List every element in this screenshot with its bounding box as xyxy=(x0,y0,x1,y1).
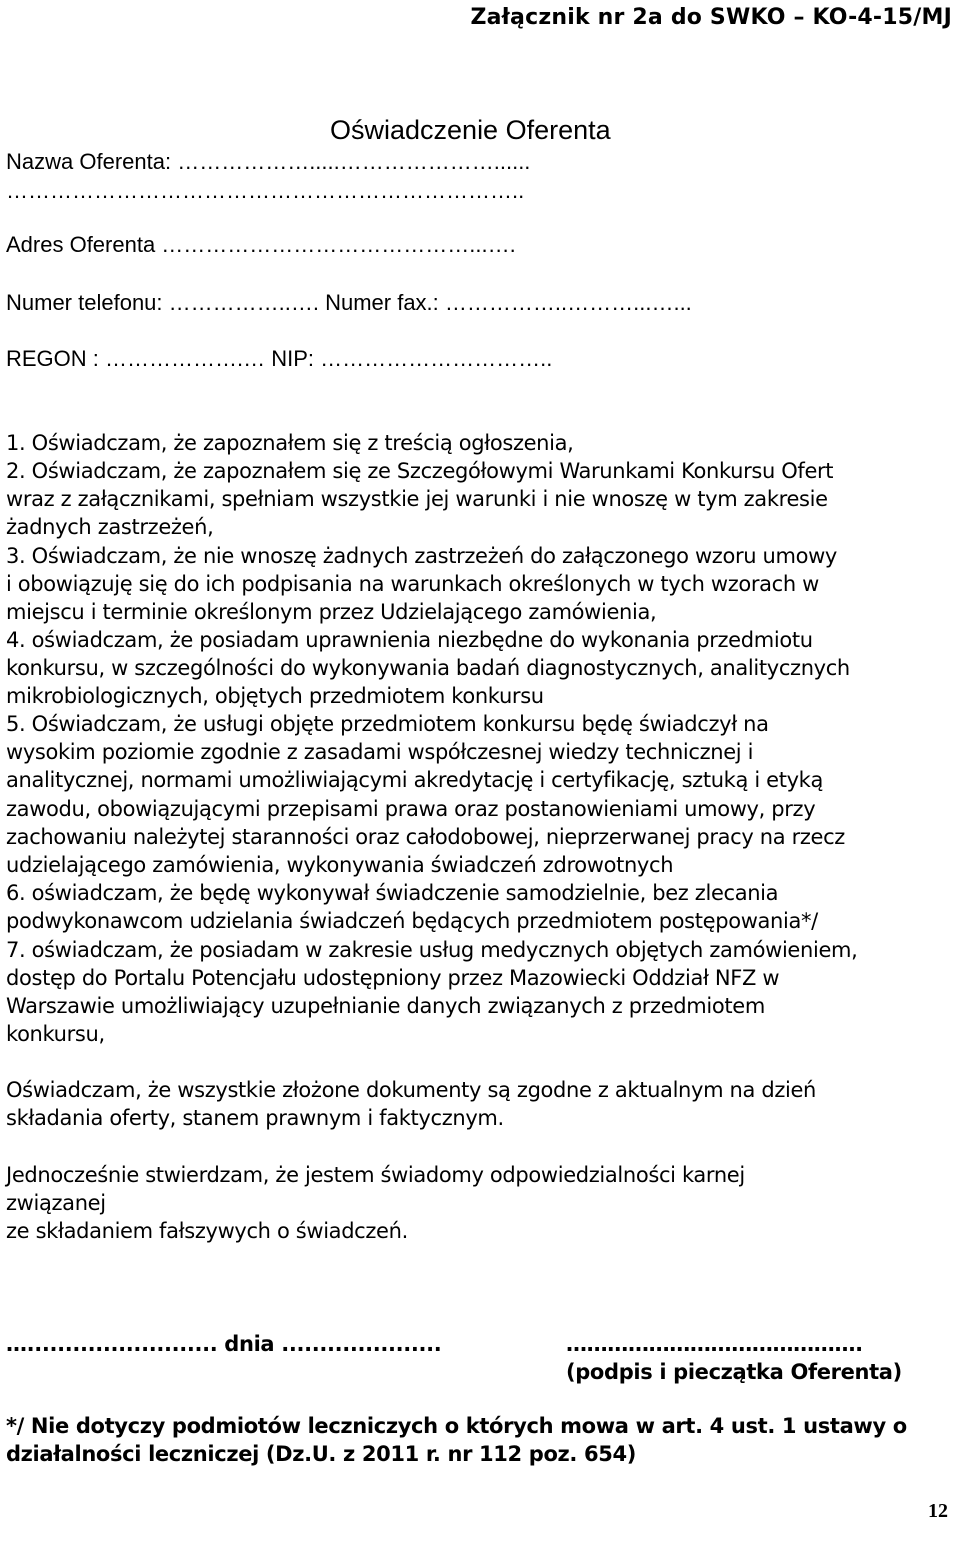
offeror-name-continuation: …………………………………………………………….. xyxy=(6,178,525,203)
statement-line: 5. Oświadczam, że usługi objęte przedmiotem konkursu będę świadczył na xyxy=(6,712,769,736)
phone-fax-field: Numer telefonu: ……………..…. Numer fax.: ……………..………...…... xyxy=(6,290,692,315)
statement-line: i obowiązuję się do ich podpisania na warunkach określonych w tych wzorach w xyxy=(6,572,819,596)
statement-line: mikrobiologicznych, objętych przedmiotem konkursu xyxy=(6,684,544,708)
attachment-reference: Załącznik nr 2a do SWKO – KO-4-15/MJ xyxy=(470,5,952,30)
statement-line: 4. oświadczam, że posiadam uprawnienia niezbędne do wykonania przedmiotu xyxy=(6,628,813,652)
statement-line: Oświadczam, że wszystkie złożone dokumenty są zgodne z aktualnym na dzień xyxy=(6,1078,817,1102)
signature-caption: (podpis i pieczątka Oferenta) xyxy=(566,1360,902,1384)
document-title: Oświadczenie Oferenta xyxy=(330,115,611,145)
statement-line: Jednocześnie stwierdzam, że jestem świadomy odpowiedzialności karnej xyxy=(6,1163,745,1187)
regon-nip-field: REGON : ……………….… NIP: ………………………….. xyxy=(6,346,553,371)
place-date-line: …......................... dnia ..................... xyxy=(6,1332,442,1356)
statement-line: analitycznej, normami umożliwiającymi akredytację i certyfikację, sztuką i etyką xyxy=(6,768,824,792)
statement-line: wraz z załącznikami, spełniam wszystkie jej warunki i nie wnoszę w tym zakresie xyxy=(6,487,828,511)
page-number: 12 xyxy=(928,1500,948,1522)
statement-line: wysokim poziomie zgodnie z zasadami współczesnej wiedzy technicznej i xyxy=(6,740,754,764)
statement-line: związanej xyxy=(6,1191,106,1215)
statement-line: Warszawie umożliwiający uzupełnianie danych związanych z przedmiotem xyxy=(6,994,765,1018)
statement-line: konkursu, xyxy=(6,1022,105,1046)
offeror-name-field: Nazwa Oferenta: ……………….....…………………...... xyxy=(6,149,531,174)
statement-line: dostęp do Portalu Potencjału udostępniony przez Mazowiecki Oddział NFZ w xyxy=(6,966,780,990)
statement-line: konkursu, w szczególności do wykonywania badań diagnostycznych, analitycznych xyxy=(6,656,850,680)
statement-line: udzielającego zamówienia, wykonywania świadczeń zdrowotnych xyxy=(6,853,674,877)
footnote-line: działalności leczniczej (Dz.U. z 2011 r. nr 112 poz. 654) xyxy=(6,1442,637,1466)
statement-line: 6. oświadczam, że będę wykonywał świadczenie samodzielnie, bez zlecania xyxy=(6,881,779,905)
statement-line: podwykonawcom udzielania świadczeń będących przedmiotem postępowania*/ xyxy=(6,909,818,933)
statement-line: ze składaniem fałszywych o świadczeń. xyxy=(6,1219,408,1243)
statement-line: 1. Oświadczam, że zapoznałem się z treścią ogłoszenia, xyxy=(6,431,574,455)
statement-line: żadnych zastrzeżeń, xyxy=(6,515,214,539)
statement-line: 7. oświadczam, że posiadam w zakresie usług medycznych objętych zamówieniem, xyxy=(6,938,858,962)
footnote-line: */ Nie dotyczy podmiotów leczniczych o których mowa w art. 4 ust. 1 ustawy o xyxy=(6,1414,907,1438)
statement-line: 3. Oświadczam, że nie wnoszę żadnych zastrzeżeń do załączonego wzoru umowy xyxy=(6,544,838,568)
statement-line: zachowaniu należytej staranności oraz całodobowej, nieprzerwanej pracy na rzecz xyxy=(6,825,845,849)
statement-line: zawodu, obowiązującymi przepisami prawa oraz postanowieniami umowy, przy xyxy=(6,797,816,821)
offeror-address-field: Adres Oferenta ……………………………………...…. xyxy=(6,232,516,257)
statement-line: składania oferty, stanem prawnym i faktycznym. xyxy=(6,1106,504,1130)
statement-line: 2. Oświadczam, że zapoznałem się ze Szczegółowymi Warunkami Konkursu Ofert xyxy=(6,459,834,483)
signature-dots: ……………………………………. xyxy=(566,1332,863,1356)
statement-line: miejscu i terminie określonym przez Udzielającego zamówienia, xyxy=(6,600,657,624)
